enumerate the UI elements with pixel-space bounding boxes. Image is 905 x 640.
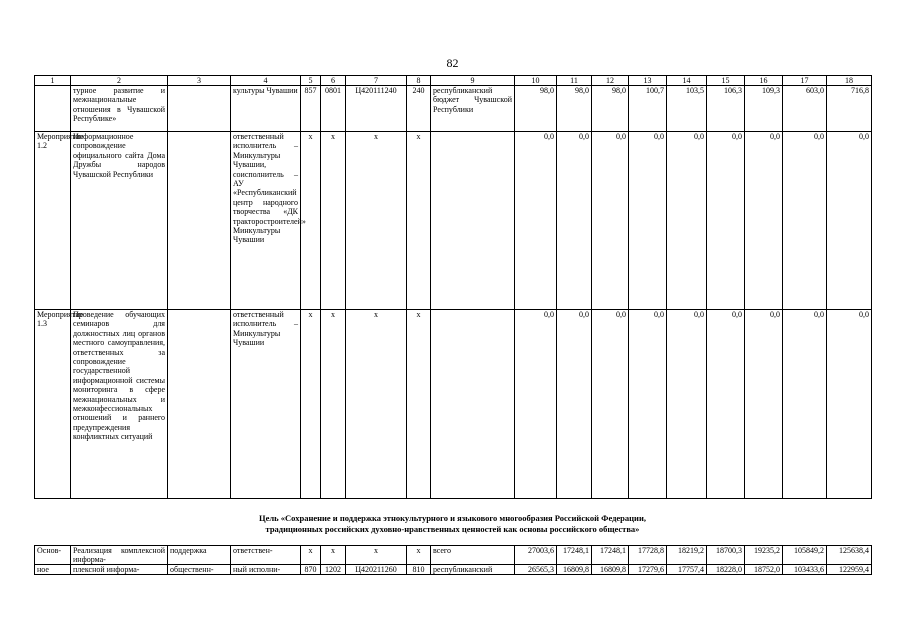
column-number: 9 <box>431 76 515 86</box>
value-cell: 0,0 <box>557 132 592 310</box>
description-cell: плексной информа- <box>71 565 168 575</box>
description-cell: Информационное сопровождение официального сайта Дома Дружбы народов Чувашской Республики <box>71 132 168 310</box>
value-cell: 0,0 <box>827 132 872 310</box>
row-id-cell: Мероприятие 1.3 <box>35 310 71 499</box>
column-number: 1 <box>35 76 71 86</box>
value-cell: 17728,8 <box>629 546 667 565</box>
value-cell: 17757,4 <box>667 565 707 575</box>
value-cell: 98,0 <box>515 86 557 132</box>
value-cell: 0,0 <box>592 310 629 499</box>
funding-source-cell <box>431 132 515 310</box>
section-cell: x <box>321 310 346 499</box>
column-number: 12 <box>592 76 629 86</box>
grbs-cell: 870 <box>301 565 321 575</box>
value-cell: 26565,3 <box>515 565 557 575</box>
goal-heading <box>34 513 871 535</box>
value-cell: 98,0 <box>557 86 592 132</box>
task-cell <box>168 132 231 310</box>
program-table <box>34 75 872 499</box>
executor-cell: ответственный исполнитель – Минкультуры Чувашии, соисполнитель – АУ «Республиканский центр народного творчества «ДК тракторостроителей» Минкультуры Чувашии <box>231 132 301 310</box>
value-cell: 0,0 <box>707 132 745 310</box>
executor-cell: ответствен- <box>231 546 301 565</box>
value-cell: 0,0 <box>629 132 667 310</box>
value-cell: 0,0 <box>783 310 827 499</box>
value-cell: 27003,6 <box>515 546 557 565</box>
description-cell: Реализация комплексной информа- <box>71 546 168 565</box>
column-number: 2 <box>71 76 168 86</box>
grbs-cell: x <box>301 310 321 499</box>
value-cell: 18228,0 <box>707 565 745 575</box>
value-cell: 18219,2 <box>667 546 707 565</box>
value-cell: 603,0 <box>783 86 827 132</box>
expense-type-cell: 810 <box>407 565 431 575</box>
description-cell: турное развитие и межнациональные отношения в Чувашской Республике» <box>71 86 168 132</box>
value-cell: 105849,2 <box>783 546 827 565</box>
column-number: 5 <box>301 76 321 86</box>
funding-source-cell: всего <box>431 546 515 565</box>
value-cell: 0,0 <box>745 310 783 499</box>
target-article-cell: x <box>346 310 407 499</box>
value-cell: 103,5 <box>667 86 707 132</box>
section-cell: 1202 <box>321 565 346 575</box>
target-article-cell: x <box>346 132 407 310</box>
expense-type-cell: x <box>407 546 431 565</box>
value-cell: 0,0 <box>707 310 745 499</box>
page-number: 82 <box>446 56 459 70</box>
value-cell: 100,7 <box>629 86 667 132</box>
value-cell: 0,0 <box>667 310 707 499</box>
section-cell: x <box>321 546 346 565</box>
task-cell <box>168 86 231 132</box>
executor-cell: ный исполни- <box>231 565 301 575</box>
value-cell: 103433,6 <box>783 565 827 575</box>
expense-type-cell: 240 <box>407 86 431 132</box>
value-cell: 0,0 <box>783 132 827 310</box>
executor-cell: ответственный исполнитель – Минкультуры Чувашии <box>231 310 301 499</box>
column-number: 7 <box>346 76 407 86</box>
column-number: 18 <box>827 76 872 86</box>
row-id-cell <box>35 86 71 132</box>
column-number: 4 <box>231 76 301 86</box>
value-cell: 17279,6 <box>629 565 667 575</box>
value-cell: 125638,4 <box>827 546 872 565</box>
section-cell: x <box>321 132 346 310</box>
column-number: 17 <box>783 76 827 86</box>
table-row <box>35 565 872 575</box>
grbs-cell: 857 <box>301 86 321 132</box>
description-cell: Проведение обучающих семинаров для должностных лиц органов местного самоуправления, ответственных за сопровождение государственной информационной системы мониторинга в сфере межнациональных и межконфессиональных отношений и раннего предупреждения конфликтных ситуаций <box>71 310 168 499</box>
expense-type-cell: x <box>407 132 431 310</box>
value-cell: 106,3 <box>707 86 745 132</box>
value-cell: 0,0 <box>515 310 557 499</box>
funding-source-cell <box>431 310 515 499</box>
value-cell: 0,0 <box>667 132 707 310</box>
value-cell: 19235,2 <box>745 546 783 565</box>
goal-heading-line: традиционных российских духовно-нравственных ценностей как основы российского общества» <box>265 524 640 534</box>
table-row <box>35 310 872 499</box>
value-cell: 98,0 <box>592 86 629 132</box>
goal-heading-line: Цель «Сохранение и поддержка этнокультурного и языкового многообразия Российской Федерации, <box>259 513 646 523</box>
executor-cell: культуры Чувашии <box>231 86 301 132</box>
value-cell: 0,0 <box>557 310 592 499</box>
grbs-cell: x <box>301 546 321 565</box>
column-number: 6 <box>321 76 346 86</box>
table-row <box>35 86 872 132</box>
value-cell: 0,0 <box>515 132 557 310</box>
value-cell: 716,8 <box>827 86 872 132</box>
funding-source-cell: республиканский <box>431 565 515 575</box>
funding-source-cell: республиканский бюджет Чувашской Республики <box>431 86 515 132</box>
program-table-continued <box>34 545 872 575</box>
column-number: 11 <box>557 76 592 86</box>
grbs-cell: x <box>301 132 321 310</box>
expense-type-cell: x <box>407 310 431 499</box>
table-row <box>35 546 872 565</box>
section-cell: 0801 <box>321 86 346 132</box>
value-cell: 16809,8 <box>592 565 629 575</box>
target-article-cell: x <box>346 546 407 565</box>
value-cell: 18752,0 <box>745 565 783 575</box>
task-cell: поддержка <box>168 546 231 565</box>
value-cell: 17248,1 <box>592 546 629 565</box>
value-cell: 0,0 <box>827 310 872 499</box>
value-cell: 16809,8 <box>557 565 592 575</box>
column-number: 14 <box>667 76 707 86</box>
table-row <box>35 132 872 310</box>
value-cell: 122959,4 <box>827 565 872 575</box>
task-cell: общественн- <box>168 565 231 575</box>
column-number: 13 <box>629 76 667 86</box>
value-cell: 0,0 <box>592 132 629 310</box>
task-cell <box>168 310 231 499</box>
value-cell: 18700,3 <box>707 546 745 565</box>
value-cell: 109,3 <box>745 86 783 132</box>
target-article-cell: Ц420111240 <box>346 86 407 132</box>
column-number: 16 <box>745 76 783 86</box>
value-cell: 0,0 <box>629 310 667 499</box>
target-article-cell: Ц420211260 <box>346 565 407 575</box>
column-number-row <box>35 76 872 86</box>
value-cell: 17248,1 <box>557 546 592 565</box>
column-number: 8 <box>407 76 431 86</box>
value-cell: 0,0 <box>745 132 783 310</box>
row-id-cell: ное <box>35 565 71 575</box>
row-id-cell: Основ- <box>35 546 71 565</box>
column-number: 10 <box>515 76 557 86</box>
column-number: 3 <box>168 76 231 86</box>
column-number: 15 <box>707 76 745 86</box>
row-id-cell: Мероприятие 1.2 <box>35 132 71 310</box>
